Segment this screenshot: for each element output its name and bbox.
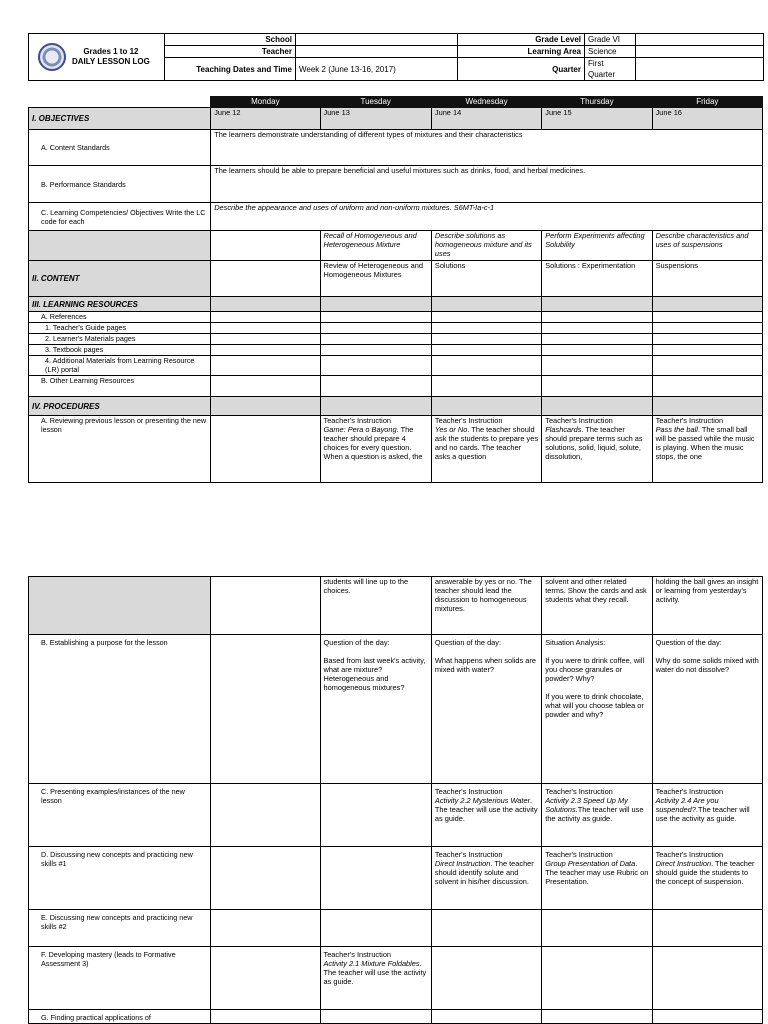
- section-objectives: I. OBJECTIVES: [29, 108, 211, 130]
- content-standards-text: The learners demonstrate understanding of different types of mixtures and their characteristics: [211, 130, 763, 166]
- procedure-a-label: A. Reviewing previous lesson or presenting the new lesson: [29, 416, 211, 483]
- procedure-c-thursday: Teacher's Instruction Activity 2.3 Speed Up My Solutions.The teacher will use the activity as guide.: [542, 784, 652, 847]
- date-monday: June 12: [211, 108, 320, 130]
- procedure-a-tuesday: Teacher's Instruction Game: Pera o Bayong. The teacher should prepare 4 choices for every question. When a question is asked, the: [320, 416, 431, 483]
- procedure-a-wednesday: Teacher's Instruction Yes or No. The teacher should ask the students to prepare yes and no cards. The teacher asks a question: [431, 416, 541, 483]
- procedure-b-thursday: Situation Analysis: If you were to drink coffee, will you choose granules or powder? Why? If you were to drink chocolate, what will you choose tablea or powder and why?: [542, 635, 652, 784]
- learners-materials-label: 2. Learner's Materials pages: [29, 334, 211, 345]
- procedure-a-friday-cont: holding the ball gives an insight or learning from yesterday's activity.: [652, 577, 762, 635]
- competencies-text: Describe the appearance and uses of uniform and non-uniform mixtures. S6MT-Ia-c-1: [211, 203, 763, 231]
- procedure-g-label: G. Finding practical applications of: [29, 1010, 211, 1024]
- day-monday: Monday: [211, 97, 320, 108]
- learning-area-label: Learning Area: [458, 46, 585, 58]
- school-label: School: [165, 34, 296, 46]
- procedure-a-tuesday-cont: students will line up to the choices.: [320, 577, 431, 635]
- procedure-f-tuesday: Teacher's Instruction Activity 2.1 Mixture Foldables. The teacher will use the activity as guide.: [320, 947, 431, 1010]
- objective-tuesday: Recall of Homogeneous and Heterogeneous Mixture: [320, 231, 431, 261]
- teacher-value: [296, 46, 458, 58]
- day-thursday: Thursday: [542, 97, 652, 108]
- textbook-label: 3. Textbook pages: [29, 345, 211, 356]
- date-wednesday: June 14: [431, 108, 541, 130]
- procedure-b-label: B. Establishing a purpose for the lesson: [29, 635, 211, 784]
- procedure-b-friday: Question of the day: Why do some solids mixed with water do not dissolve?: [652, 635, 762, 784]
- grade-level-value: Grade VI: [585, 34, 636, 46]
- date-tuesday: June 13: [320, 108, 431, 130]
- content-wednesday: Solutions: [431, 261, 541, 297]
- dates-label: Teaching Dates and Time: [165, 58, 296, 81]
- school-value: [296, 34, 458, 46]
- procedure-c-friday: Teacher's Instruction Activity 2.4 Are you suspended?.The teacher will use the activity as guide.: [652, 784, 762, 847]
- dates-value: Week 2 (June 13-16, 2017): [296, 58, 458, 81]
- procedure-a-friday: Teacher's Instruction Pass the ball. The small ball will be passed while the music is playing. When the music stops, the one: [652, 416, 762, 483]
- competencies-label: C. Learning Competencies/ Objectives Write the LC code for each: [29, 203, 211, 231]
- performance-standards-label: B. Performance Standards: [29, 166, 211, 203]
- procedure-a-wednesday-cont: answerable by yes or no. The teacher should lead the discussion to homogeneous mixtures.: [431, 577, 541, 635]
- performance-standards-text: The learners should be able to prepare beneficial and useful mixtures such as drinks, food, and herbal medicines.: [211, 166, 763, 203]
- content-friday: Suspensions: [652, 261, 762, 297]
- content-standards-label: A. Content Standards: [29, 130, 211, 166]
- teacher-label: Teacher: [165, 46, 296, 58]
- day-wednesday: Wednesday: [431, 97, 541, 108]
- section-learning-resources: III. LEARNING RESOURCES: [29, 297, 211, 312]
- header-line1: Grades 1 to 12: [83, 47, 139, 56]
- objective-wednesday: Describe solutions as homogeneous mixture and its uses: [431, 231, 541, 261]
- procedure-b-tuesday: Question of the day: Based from last week's activity, what are mixture? Heterogeneous and homogeneous mixtures?: [320, 635, 431, 784]
- quarter-value: First Quarter: [585, 58, 636, 81]
- deped-seal-icon: [38, 43, 66, 71]
- learning-area-value: Science: [585, 46, 636, 58]
- date-thursday: June 15: [542, 108, 652, 130]
- grade-level-label: Grade Level: [458, 34, 585, 46]
- day-friday: Friday: [652, 97, 762, 108]
- header-logo-cell: [29, 34, 165, 81]
- procedure-b-wednesday: Question of the day: What happens when solids are mixed with water?: [431, 635, 541, 784]
- quarter-label: Quarter: [458, 58, 585, 81]
- procedure-e-label: E. Discussing new concepts and practicing new skills #2: [29, 910, 211, 947]
- header-line2: DAILY LESSON LOG: [72, 57, 150, 66]
- objective-thursday: Perform Experiments affecting Solubility: [542, 231, 652, 261]
- procedure-a-thursday: Teacher's Instruction Flashcards. The teacher should prepare terms such as solutions, solid, liquid, solute, dissolution,: [542, 416, 652, 483]
- other-resources-label: B. Other Learning Resources: [29, 376, 211, 397]
- date-friday: June 16: [652, 108, 762, 130]
- procedure-a-thursday-cont: solvent and other related terms. Show the cards and ask students what they recall.: [542, 577, 652, 635]
- day-tuesday: Tuesday: [320, 97, 431, 108]
- references-label: A. References: [29, 312, 211, 323]
- lesson-log-table-page1: [28, 96, 763, 483]
- quarter-extra: [636, 58, 764, 81]
- lr-portal-label: 4. Additional Materials from Learning Resource (LR) portal: [29, 356, 211, 376]
- procedure-c-label: C. Presenting examples/instances of the new lesson: [29, 784, 211, 847]
- lesson-log-table-page2: [28, 576, 763, 1024]
- content-thursday: Solutions : Experimentation: [542, 261, 652, 297]
- procedure-c-wednesday: Teacher's Instruction Activity 2.2 Mysterious Water. The teacher will use the activity as guide.: [431, 784, 541, 847]
- learning-area-extra: [636, 46, 764, 58]
- procedure-d-friday: Teacher's Instruction Direct Instruction. The teacher should guide the students to the concept of suspension.: [652, 847, 762, 910]
- procedure-d-thursday: Teacher's Instruction Group Presentation of Data. The teacher may use Rubric on Presentation.: [542, 847, 652, 910]
- section-content: II. CONTENT: [29, 261, 211, 297]
- section-procedures: IV. PROCEDURES: [29, 397, 211, 416]
- header-table: [28, 33, 764, 81]
- procedure-d-wednesday: Teacher's Instruction Direct Instruction. The teacher should identify solute and solvent in his/her discussion.: [431, 847, 541, 910]
- grade-level-extra: [636, 34, 764, 46]
- objective-friday: Describe characteristics and uses of suspensions: [652, 231, 762, 261]
- procedure-d-label: D. Discussing new concepts and practicing new skills #1: [29, 847, 211, 910]
- teachers-guide-label: 1. Teacher's Guide pages: [29, 323, 211, 334]
- procedure-f-label: F. Developing mastery (leads to Formative Assessment 3): [29, 947, 211, 1010]
- content-tuesday: Review of Heterogeneous and Homogeneous Mixtures: [320, 261, 431, 297]
